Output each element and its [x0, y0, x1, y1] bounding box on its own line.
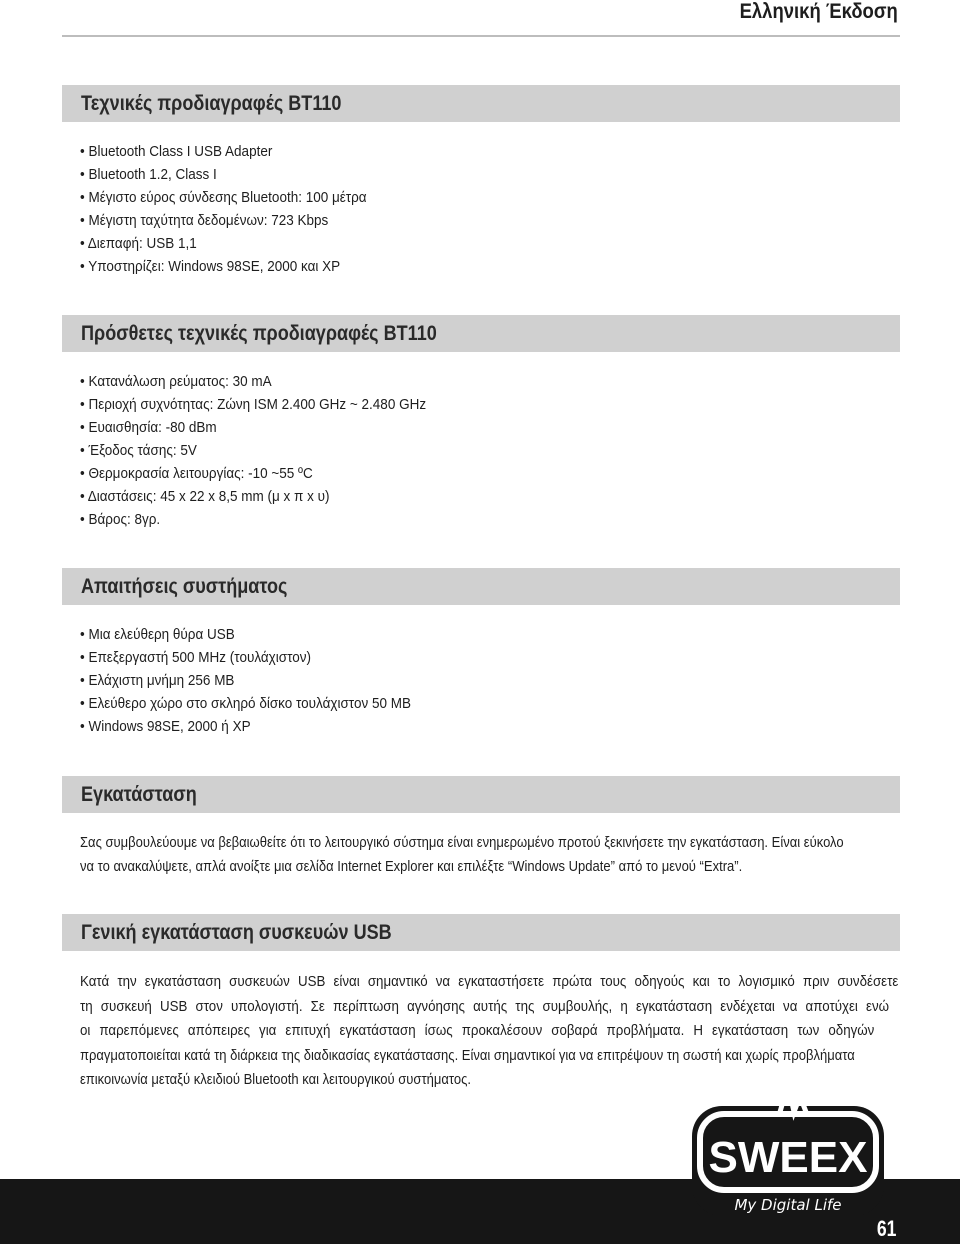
paragraph-line: Κατά την εγκατάσταση συσκευών USB είναι σημαντικό να εγκαταστήσετε πρώτα τους οδηγούς και το λογισμικό πριν συνδέσετε [80, 973, 899, 990]
list-item: • Μια ελεύθερη θύρα USB [80, 623, 411, 646]
paragraph-line: επικοινωνία μεταξύ κλειδιού Bluetooth και λειτουργικού συστήματος. [80, 1071, 471, 1088]
header-rule [62, 35, 900, 37]
list-item: • Περιοχή συχνότητας: Ζώνη ISM 2.400 GHz ~ 2.480 GHz [80, 393, 426, 416]
additional-specs-list [80, 370, 465, 531]
logo-brand: SWEEX [708, 1133, 868, 1182]
paragraph-line: Σας συμβουλεύουμε να βεβαιωθείτε ότι το λειτουργικό σύστημα είναι ενημερωμένο προτού ξεκινήσετε την εγκατάσταση. Είναι εύκολο [80, 834, 844, 851]
list-item: • Επεξεργαστή 500 MHz (τουλάχιστον) [80, 646, 411, 669]
list-item: • Κατανάλωση ρεύματος: 30 mA [80, 370, 426, 393]
list-item: • Διαστάσεις: 45 x 22 x 8,5 mm (μ x π x υ) [80, 485, 426, 508]
list-item: • Ελάχιστη μνήμη 256 MB [80, 669, 411, 692]
section-title: Τεχνικές προδιαγραφές BT110 [81, 92, 342, 115]
paragraph-line: πραγματοποιείται κατά τη διάρκεια της διαδικασίας εγκατάστασης. Είναι σημαντικοί για να επιτρέψουν τη σωστή και χωρίς προβλήματα [80, 1046, 855, 1064]
edition-label: Ελληνική Έκδοση [739, 0, 898, 23]
section-title: Εγκατάσταση [81, 783, 197, 806]
paragraph-line: να το ανακαλύψετε, απλά ανοίξτε μια σελίδα Internet Explorer και επιλέξτε “Windows Update” από το μενού “Extra”. [80, 858, 743, 875]
list-item: • Διεπαφή: USB 1,1 [80, 232, 367, 255]
list-item: • Μέγιστο εύρος σύνδεσης Bluetooth: 100 μέτρα [80, 186, 367, 209]
installation-paragraph [80, 831, 880, 879]
list-item: • Έξοδος τάσης: 5V [80, 439, 426, 462]
section-header-system-requirements [62, 568, 900, 605]
paragraph-line: τη συσκευή USB στον υπολογιστή. Σε περίπτωση αγνόησης αυτής της συμβουλής, η εγκατάσταση ενδέχεται να αποτύχει ενώ [80, 997, 890, 1015]
list-item: • Μέγιστη ταχύτητα δεδομένων: 723 Kbps [80, 209, 367, 232]
logo-tagline: My Digital Life [734, 1196, 842, 1214]
list-item: • Ελεύθερο χώρο στο σκληρό δίσκο τουλάχιστον 50 MB [80, 692, 411, 715]
list-item: • Bluetooth Class I USB Adapter [80, 140, 367, 163]
list-item: • Βάρος: 8γρ. [80, 508, 426, 531]
section-header-usb-install [62, 914, 900, 951]
list-item: • Ευαισθησία: -80 dBm [80, 416, 426, 439]
sweex-logo [688, 1072, 888, 1232]
list-item: • Bluetooth 1.2, Class I [80, 163, 367, 186]
section-header-additional-specs [62, 315, 900, 352]
tech-specs-list [80, 140, 398, 278]
paragraph-line: οι παρεπόμενες απόπειρες για επιτυχή εγκατάσταση ίσως προκαλέσουν σοβαρά προβλήματα. Η εγκατάσταση των οδηγών [80, 1022, 875, 1039]
system-requirements-list [80, 623, 448, 738]
list-item: • Θερμοκρασία λειτουργίας: -10 ~55 ºC [80, 462, 426, 485]
section-title: Γενική εγκατάσταση συσκευών USB [81, 921, 392, 944]
section-header-installation [62, 776, 900, 813]
list-item: • Υποστηρίζει: Windows 98SE, 2000 και XP [80, 255, 367, 278]
page-number: 61 [876, 1216, 896, 1241]
list-item: • Windows 98SE, 2000 ή XP [80, 715, 411, 738]
section-header-tech-specs [62, 85, 900, 122]
section-title: Απαιτήσεις συστήματος [81, 575, 288, 598]
section-title: Πρόσθετες τεχνικές προδιαγραφές BT110 [81, 322, 437, 345]
